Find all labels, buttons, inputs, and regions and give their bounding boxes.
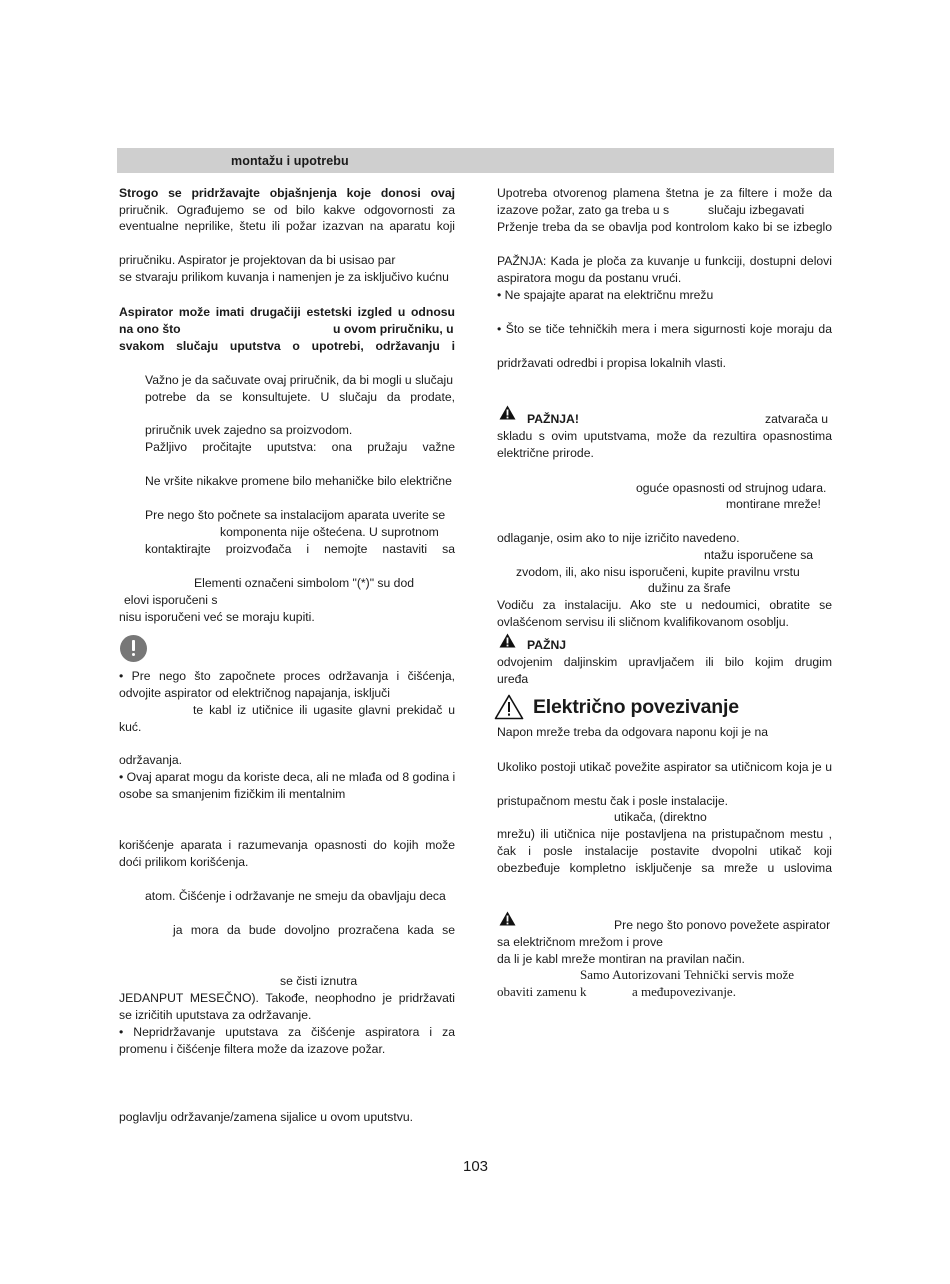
left-text-line: atom. Čišćenje i održavanje ne smeju da obavljaju deca: [145, 889, 446, 903]
left-text-line: • Ovaj aparat mogu da koriste deca, ali ne mlađa od 8 godina i: [119, 770, 456, 784]
right-text-line: pridržavati odredbi i propisa lokalnih vlasti.: [497, 356, 726, 370]
right-text-line: slučaju izbegavati: [708, 203, 805, 217]
left-text-line: Pažljivo pročitajte uputstva: ona pružaju važne: [145, 440, 455, 454]
right-text-line: montirane mreže!: [726, 497, 821, 511]
info-icon: [120, 635, 147, 662]
section-header-bar: [117, 148, 834, 173]
right-text-line: dužinu za šrafe: [648, 581, 731, 595]
left-text-line: se izričitih uputstava za održavanje.: [119, 1008, 312, 1022]
left-text-line: promenu i čišćenje filtera može da izazove požar.: [119, 1042, 386, 1056]
right-text-line: obezbeđuje kompletno isključenje sa mreže u uslovima: [497, 861, 832, 875]
left-text-line: ja mora da bude dovoljno prozračena kada se: [173, 923, 455, 937]
right-text-line: utikača, (direktno: [614, 810, 707, 824]
right-text-line: obaviti zamenu k: [497, 984, 587, 999]
left-text-line: Važno je da sačuvate ovaj priručnik, da bi mogli u slučaju: [145, 373, 454, 387]
right-text-line: ovlašćenom servisu ili sličnom kvalifikovanom osoblju.: [497, 615, 789, 629]
right-text-line: a međupovezivanje.: [632, 984, 736, 999]
right-text-line: čak i posle instalacije postavite dvopolni utikač koji: [497, 844, 832, 858]
right-text-line: odvojenim daljinskim upravljačem ili bilo kojim drugim: [497, 655, 832, 669]
left-text-line: te kabl iz utičnice ili ugasite glavni prekidač u: [193, 703, 455, 717]
left-text-line: potrebe da se konsultujete. U slučaju da prodate,: [145, 390, 455, 404]
left-text-line: se čisti iznutra: [280, 974, 358, 988]
left-text-line: Strogo se pridržavajte objašnjenja koje donosi ovaj: [119, 186, 455, 200]
left-text-line: u ovom priručniku, u: [333, 322, 454, 336]
right-text-line: zvodom, ili, ako nisu isporučeni, kupite pravilnu vrstu: [516, 565, 800, 579]
right-text-line: PAŽNJA!: [527, 412, 579, 426]
left-text-line: elovi isporučeni s: [124, 593, 218, 607]
left-text-line: se stvaraju prilikom kuvanja i namenjen je za isključivo kućnu: [119, 270, 449, 284]
right-text-line: sa električnom mrežom i prove: [497, 935, 663, 949]
right-text-line: da li je kabl mreže montiran na pravilan način.: [497, 952, 745, 966]
left-text-line: eventualne neprilike, štetu ili požar izazvan na aparatu koji: [119, 219, 455, 233]
right-text-line: oguće opasnosti od strujnog udara.: [636, 481, 827, 495]
left-text-line: doći prilikom korišćenja.: [119, 855, 249, 869]
page-number: 103: [463, 1158, 489, 1175]
right-text-line: skladu s ovim uputstvama, može da rezultira opasnostima: [497, 429, 832, 443]
right-text-line: Vodiču za instalaciju. Ako ste u nedoumici, obratite se: [497, 598, 832, 612]
right-text-line: Napon mreže treba da odgovara naponu koji je na: [497, 725, 769, 739]
right-text-line: Ukoliko postoji utikač povežite aspirator sa utičnicom koja je u: [497, 760, 832, 774]
left-text-line: kontaktirajte proizvođača i nemojte nastaviti sa: [145, 542, 455, 556]
right-text-line: Pre nego što ponovo povežete aspirator: [614, 918, 831, 932]
left-text-line: kuć.: [119, 720, 142, 734]
left-text-line: Aspirator može imati drugačiji estetski izgled u odnosu: [119, 305, 455, 319]
left-text-line: održavanja.: [119, 753, 183, 767]
left-text-line: priručnik. Ograđujemo se od bilo kakve odgovornosti za: [119, 203, 455, 217]
right-text-line: uređa: [497, 672, 529, 686]
right-text-line: • Ne spajajte aparat na električnu mrežu: [497, 288, 714, 302]
right-text-line: • Što se tiče tehničkih mera i mera sigurnosti koje moraju da: [497, 322, 832, 336]
right-text-line: Prženje treba da se obavlja pod kontrolom kako bi se izbeglo: [497, 220, 832, 234]
right-text-line: odlaganje, osim ako to nije izričito navedeno.: [497, 531, 740, 545]
left-text-line: Ne vršite nikakve promene bilo mehaničke bilo električne: [145, 474, 452, 488]
left-text-line: • Pre nego što započnete proces održavanja i čišćenja,: [119, 669, 455, 683]
right-text-line: PAŽNJA: Kada je ploča za kuvanje u funkciji, dostupni delovi: [497, 254, 832, 268]
section-title: montažu i upotrebu: [231, 154, 349, 168]
right-text-line: pristupačnom mestu čak i posle instalacije.: [497, 794, 728, 808]
left-text-line: • Nepridržavanje uputstava za čišćenje aspiratora i za: [119, 1025, 455, 1039]
left-text-line: nisu isporučeni već se moraju kupiti.: [119, 610, 315, 624]
right-text-line: mrežu) ili utičnica nije postavljena na pristupačnom mestu ,: [497, 827, 832, 841]
right-text-line: ntažu isporučene sa: [704, 548, 814, 562]
left-text-line: priručnik uvek zajedno sa proizvodom.: [145, 423, 353, 437]
left-text-line: priručniku. Aspirator je projektovan da bi usisao par: [119, 253, 396, 267]
warning-icon: [499, 405, 516, 420]
left-text-line: na ono što: [119, 322, 181, 336]
right-text-line: aspiratora mogu da postanu vrući.: [497, 271, 682, 285]
left-text-line: Elementi označeni simbolom "(*)" su dod: [194, 576, 414, 590]
warning-icon: [499, 911, 516, 926]
right-text-line: Samo Autorizovani Tehnički servis može: [580, 967, 795, 982]
right-text-line: PAŽNJ: [527, 638, 567, 652]
right-text-line: izazove požar, zato ga treba u s: [497, 203, 670, 217]
left-text-line: svakom slučaju uputstva o upotrebi, održavanju i: [119, 339, 455, 353]
right-text-line: zatvarača u: [765, 412, 829, 426]
left-text-line: korišćenje aparata i razumevanja opasnosti do kojih može: [119, 838, 455, 852]
left-text-line: Pre nego što počnete sa instalacijom aparata uverite se: [145, 508, 446, 522]
electrical-warning-icon: [494, 694, 524, 720]
left-text-line: odvojite aspirator od električnog napajanja, isključi: [119, 686, 390, 700]
left-text-line: komponenta nije oštećena. U suprotnom: [220, 525, 439, 539]
warning-icon: [499, 633, 516, 648]
section-heading: Električno povezivanje: [533, 696, 739, 718]
right-text-line: Upotreba otvorenog plamena štetna je za filtere i može da: [497, 186, 832, 200]
right-text-line: električne prirode.: [497, 446, 594, 460]
left-text-line: JEDANPUT MESEČNO). Takođe, neophodno je pridržavati: [119, 991, 455, 1005]
left-text-line: poglavlju održavanje/zamena sijalice u ovom uputstvu.: [119, 1110, 414, 1124]
left-text-line: osobe sa smanjenim fizičkim ili mentalnim: [119, 787, 346, 801]
